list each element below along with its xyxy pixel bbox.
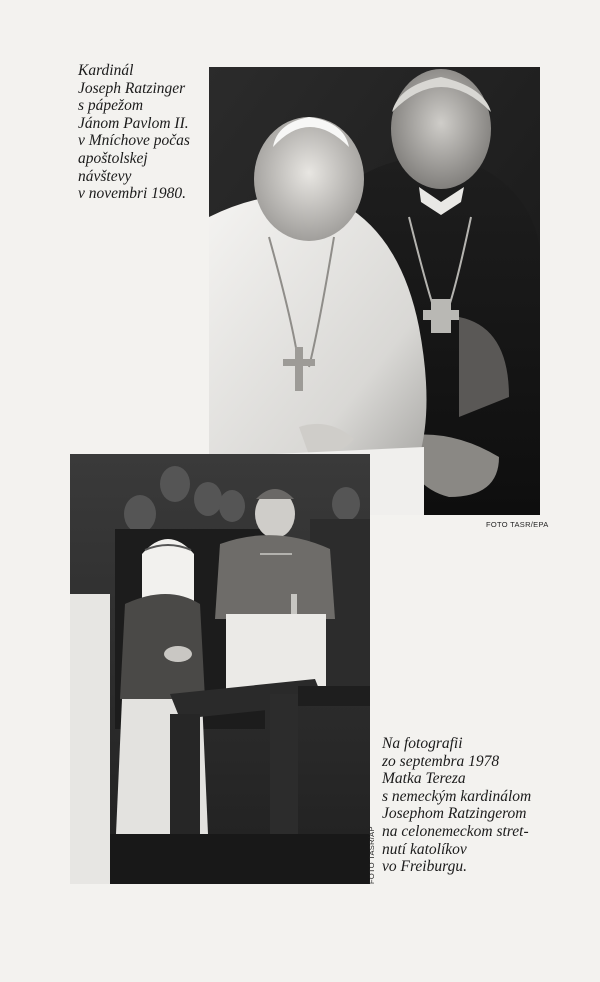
caption-top: Kardinál Joseph Ratzinger s pápežom Jánom Pavlom II. v Mníchove počas apoštolskej návštevy v novembri 1980. [78, 62, 190, 203]
photo-mother-teresa-and-cardinal [70, 454, 370, 884]
photo-credit-bottom: FOTO TASR/AP [367, 826, 376, 884]
caption-bottom: Na fotografii zo septembra 1978 Matka Tereza s nemeckým kardinálom Josephom Ratzingerom na celonemeckom stret- nutí katolíkov vo Freiburgu. [382, 735, 532, 876]
photo-pope-and-cardinal-image [209, 67, 540, 515]
photo-credit-top: FOTO TASR/EPA [486, 520, 549, 529]
photo-pope-and-cardinal [209, 67, 540, 515]
photo-mother-teresa-and-cardinal-image [70, 454, 370, 884]
